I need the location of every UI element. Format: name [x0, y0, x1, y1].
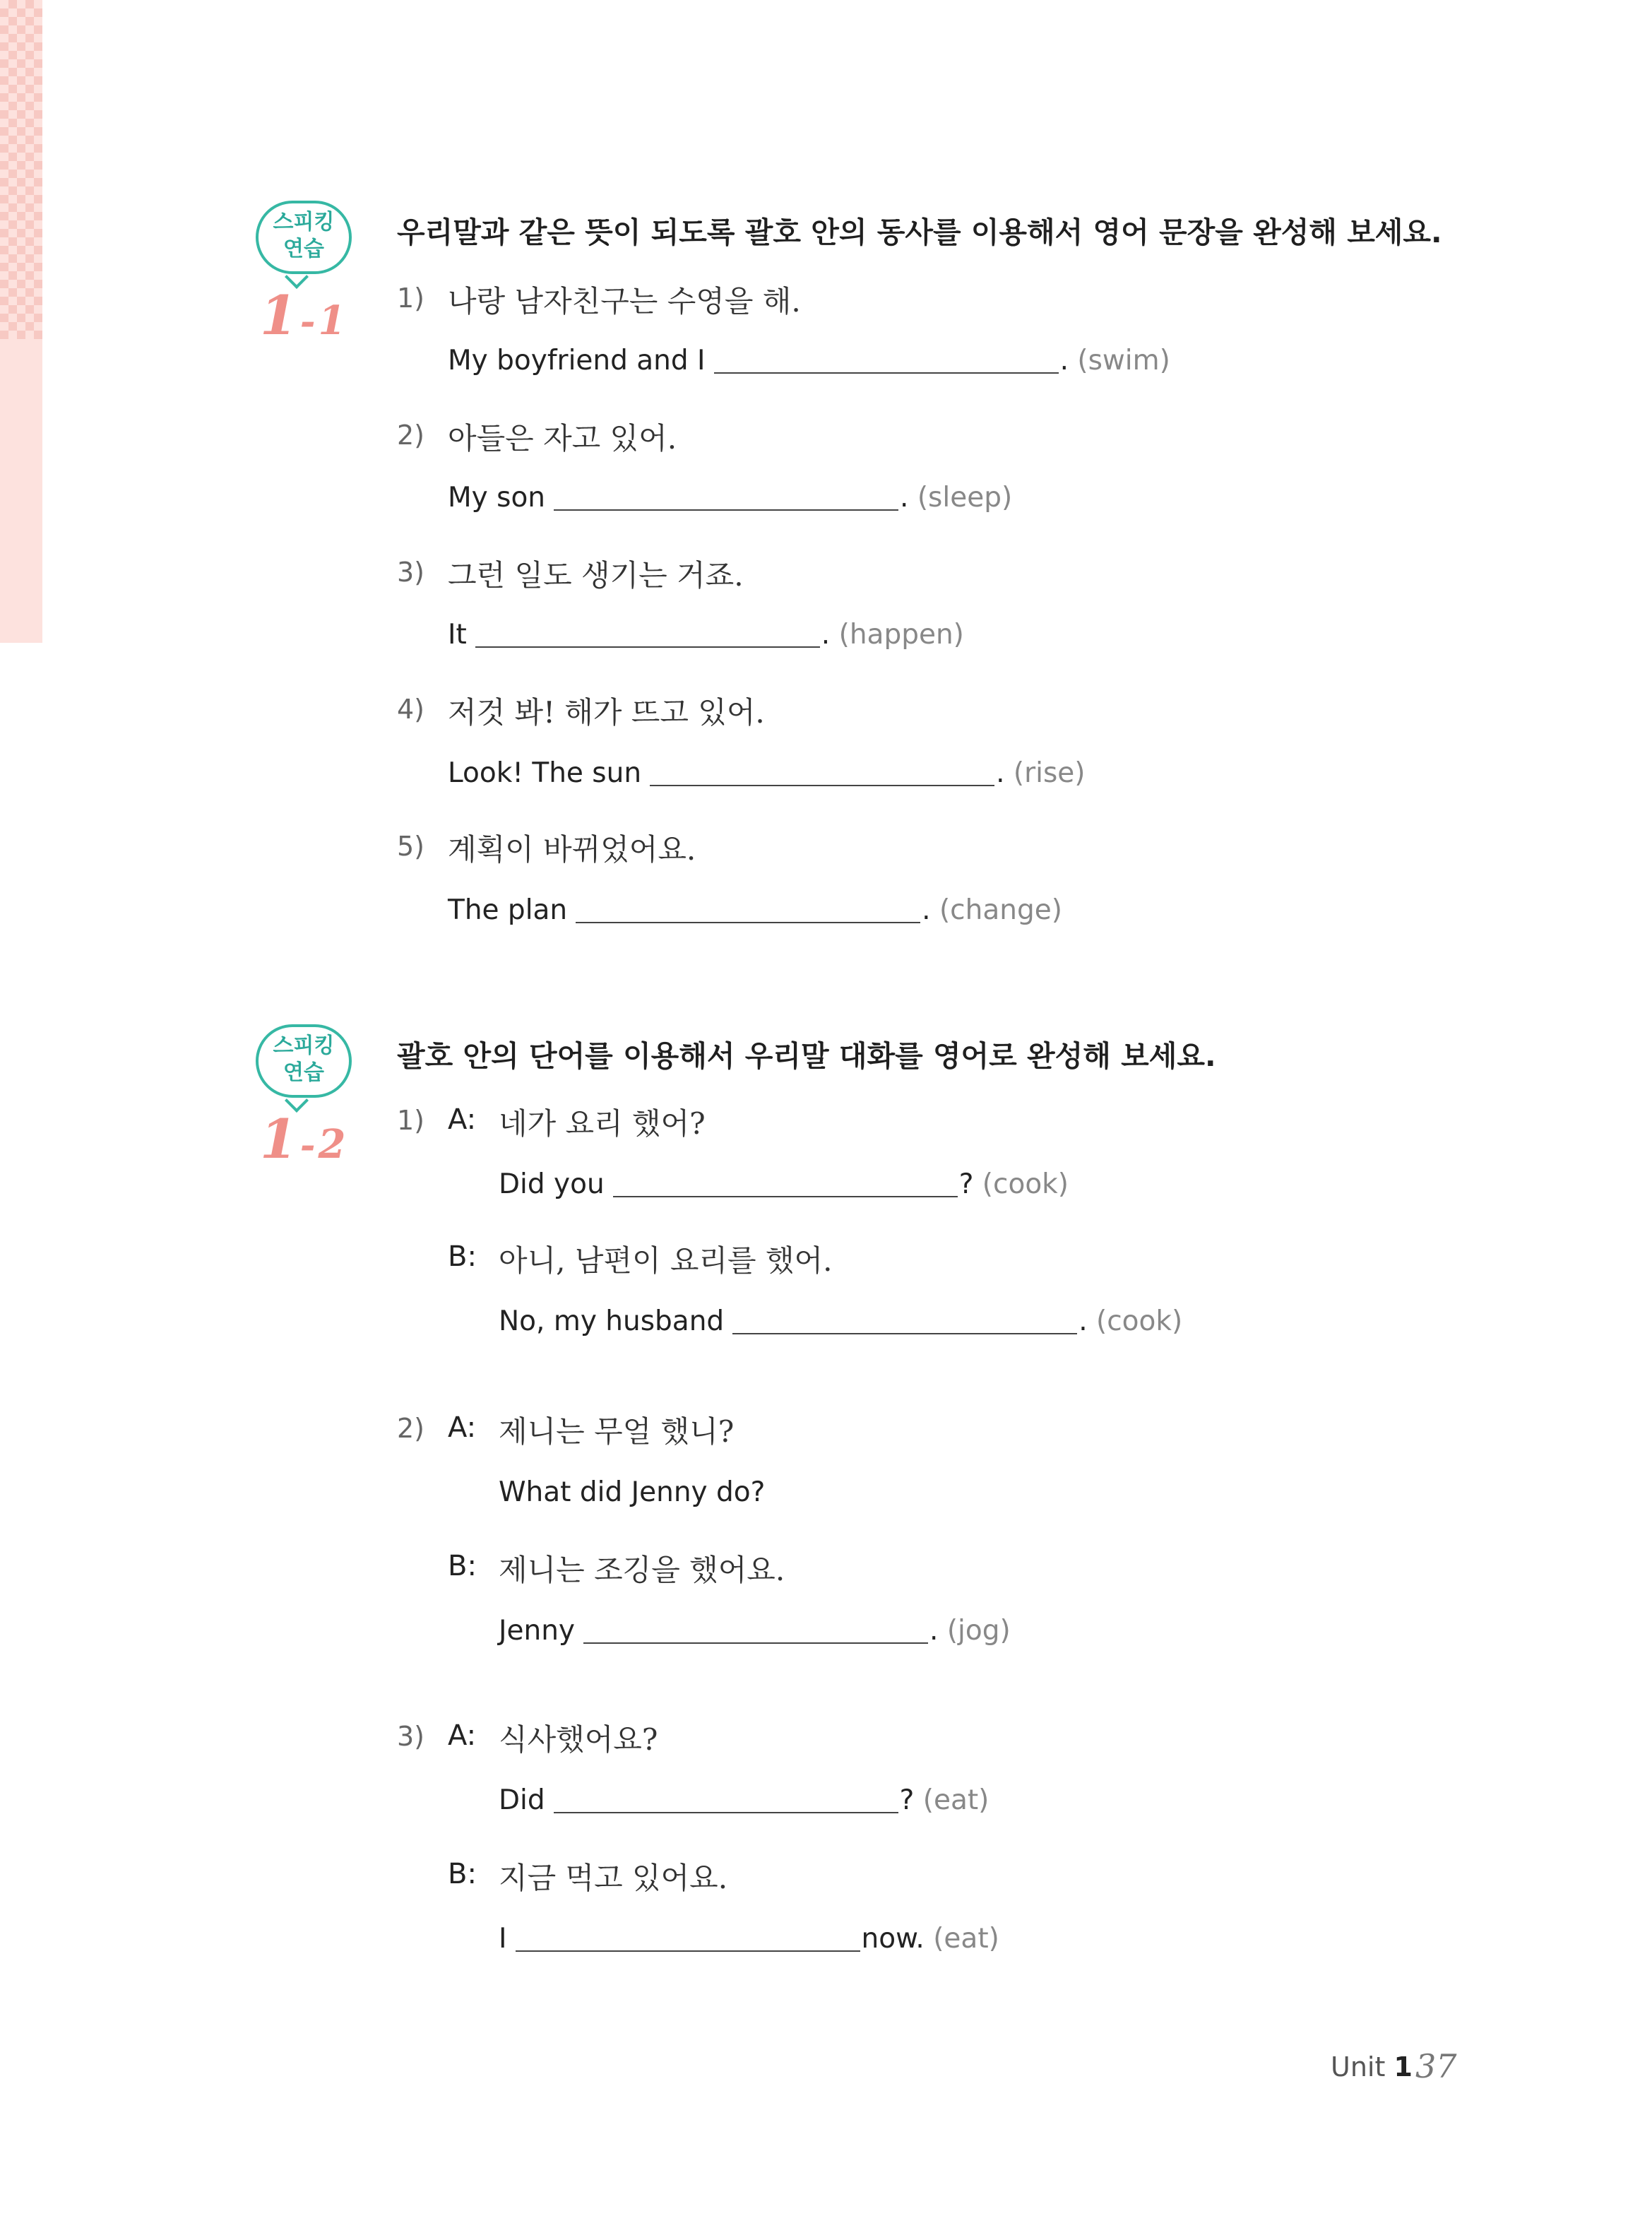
korean-sentence: 나랑 남자친구는 수영을 해.	[448, 284, 801, 319]
sentence-start: Look! The sun	[448, 757, 642, 789]
answer-blank[interactable]	[554, 509, 898, 511]
sentence-end: .	[996, 757, 1005, 789]
section2-title: 괄호 안의 단어를 이용해서 우리말 대화를 영어로 완성해 보세요.	[397, 1039, 1216, 1073]
english-sentence	[499, 1784, 989, 1816]
answer-blank[interactable]	[554, 1812, 898, 1813]
korean-sentence: 계획이 바뀌었어요.	[448, 832, 696, 867]
answer-blank[interactable]	[714, 372, 1059, 374]
badge-number	[260, 1108, 345, 1171]
badge-number-minor: 1	[318, 297, 346, 344]
english-sentence	[499, 1923, 999, 1955]
answer-blank[interactable]	[576, 922, 920, 923]
decorative-side-strip	[0, 0, 42, 643]
english-sentence	[448, 894, 1062, 926]
english-sentence	[448, 345, 1170, 377]
badge-label-line1: 스피킹	[273, 210, 335, 235]
verb-hint: (cook)	[1096, 1305, 1183, 1337]
sentence-end: ?	[899, 1784, 915, 1816]
sentence-end: .	[900, 482, 909, 514]
sentence-start: Did you	[499, 1168, 605, 1200]
badge-label-line2: 연습	[283, 1060, 324, 1085]
verb-hint: (eat)	[922, 1784, 990, 1816]
badge-number-minor: 2	[318, 1121, 346, 1168]
english-sentence	[448, 757, 1086, 789]
sentence-start: My boyfriend and I	[448, 345, 706, 377]
unit-label	[1331, 2051, 1413, 2082]
sentence-start: Jenny	[499, 1615, 576, 1647]
sentence-start: Did	[499, 1784, 545, 1816]
korean-sentence: 지금 먹고 있어요.	[499, 1861, 728, 1895]
answer-blank[interactable]	[583, 1642, 928, 1644]
answer-blank[interactable]	[732, 1333, 1077, 1334]
sentence-end: .	[1078, 1305, 1088, 1337]
verb-hint: (swim)	[1077, 345, 1170, 377]
korean-sentence: 제니는 조깅을 했어요.	[499, 1553, 785, 1587]
badge-number	[260, 284, 345, 347]
badge-number-major: 1	[260, 1108, 297, 1171]
item-number: 5)	[397, 831, 425, 862]
unit-text: Unit	[1331, 2051, 1386, 2082]
speaker-label: B:	[448, 1858, 477, 1890]
verb-hint: (eat)	[933, 1923, 999, 1955]
answer-blank[interactable]	[650, 785, 994, 786]
korean-sentence: 네가 요리 했어?	[499, 1106, 706, 1141]
sentence-end: .	[922, 894, 931, 926]
sentence-start: I	[499, 1923, 507, 1955]
english-sentence	[448, 619, 964, 651]
item-number: 2)	[397, 1413, 425, 1444]
checker-pattern	[0, 0, 42, 339]
badge-label-line2: 연습	[283, 237, 324, 261]
sentence-start: No, my husband	[499, 1305, 725, 1337]
korean-sentence: 저것 봐! 해가 뜨고 있어.	[448, 695, 765, 730]
sentence-start: My son	[448, 482, 546, 514]
korean-sentence: 식사했어요?	[499, 1722, 658, 1757]
badge-label	[256, 1033, 352, 1086]
english-sentence	[448, 482, 1012, 514]
speaker-label: B:	[448, 1550, 477, 1582]
badge-number-dash: -	[299, 300, 316, 343]
korean-sentence: 그런 일도 생기는 거죠.	[448, 558, 744, 593]
item-number: 3)	[397, 557, 425, 588]
badge-number-dash: -	[299, 1124, 316, 1167]
korean-sentence: 제니는 무얼 했니?	[499, 1414, 735, 1449]
badge-label-line1: 스피킹	[273, 1033, 335, 1058]
sentence-end: .	[1059, 345, 1069, 377]
speaker-label: A:	[448, 1719, 477, 1752]
sentence-end: .	[821, 619, 831, 651]
answer-blank[interactable]	[613, 1196, 958, 1197]
verb-hint: (jog)	[946, 1615, 1011, 1647]
verb-hint: (change)	[939, 894, 1062, 926]
sentence-end: .	[929, 1615, 939, 1647]
item-number: 2)	[397, 420, 425, 451]
badge-label	[256, 209, 352, 263]
verb-hint: (sleep)	[917, 482, 1013, 514]
verb-hint: (rise)	[1013, 757, 1086, 789]
answer-blank[interactable]	[516, 1950, 860, 1952]
badge-number-major: 1	[260, 284, 297, 347]
sentence-end: now.	[861, 1923, 925, 1955]
speaker-label: A:	[448, 1103, 477, 1136]
item-number: 4)	[397, 694, 425, 725]
item-number: 3)	[397, 1721, 425, 1752]
speaker-label: A:	[448, 1411, 477, 1444]
unit-number: 1	[1393, 2051, 1413, 2082]
item-number: 1)	[397, 1105, 425, 1136]
english-sentence: What did Jenny do?	[499, 1476, 766, 1508]
sentence-start: It	[448, 619, 467, 651]
speaker-label: B:	[448, 1240, 477, 1273]
page-number: 37	[1415, 2047, 1457, 2085]
section1-title: 우리말과 같은 뜻이 되도록 괄호 안의 동사를 이용해서 영어 문장을 완성해 보세요.	[397, 215, 1442, 249]
sentence-start: The plan	[448, 894, 568, 926]
verb-hint: (happen)	[838, 619, 964, 651]
korean-sentence: 아들은 자고 있어.	[448, 421, 677, 456]
answer-blank[interactable]	[475, 646, 820, 648]
item-number: 1)	[397, 283, 425, 314]
sentence-end: ?	[958, 1168, 974, 1200]
verb-hint: (cook)	[982, 1168, 1069, 1200]
korean-sentence: 아니, 남편이 요리를 했어.	[499, 1243, 833, 1278]
english-sentence	[499, 1615, 1011, 1647]
english-sentence	[499, 1168, 1069, 1200]
english-sentence	[499, 1305, 1182, 1337]
